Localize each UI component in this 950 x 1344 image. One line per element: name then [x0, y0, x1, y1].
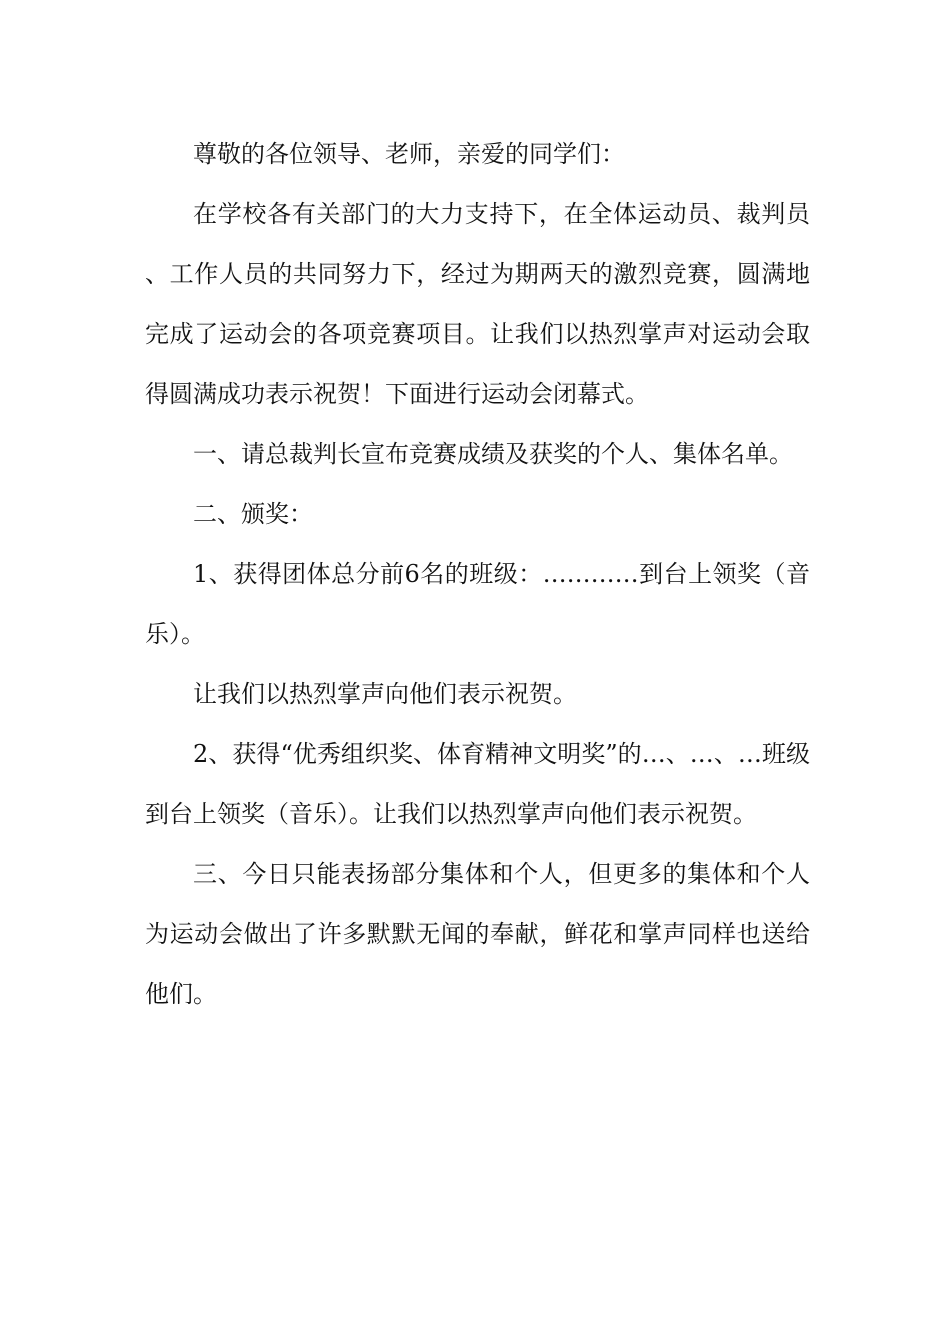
salutation: 尊敬的各位领导、老师，亲爱的同学们：	[193, 140, 625, 168]
document-body	[145, 124, 810, 1024]
paragraph-congrats: 让我们以热烈掌声向他们表示祝贺。	[193, 680, 577, 708]
paragraph-award-two: 2、获得“优秀组织奖、体育精神文明奖”的…、…、…班级到台上领奖（音乐）。让我们以热烈掌声向他们表示祝贺。	[145, 740, 810, 828]
paragraph-intro: 在学校各有关部门的大力支持下，在全体运动员、裁判员、工作人员的共同努力下，经过为期两天的激烈竞赛，圆满地完成了运动会的各项竞赛项目。让我们以热烈掌声对运动会取得圆满成功表示祝贺！下面进行运动会闭幕式。	[145, 200, 810, 408]
paragraph-item-one: 一、请总裁判长宣布竞赛成绩及获奖的个人、集体名单。	[193, 440, 793, 468]
paragraph-item-three: 三、今日只能表扬部分集体和个人，但更多的集体和个人为运动会做出了许多默默无闻的奉献，鲜花和掌声同样也送给他们。	[145, 860, 810, 1008]
paragraph-item-two: 二、颁奖：	[193, 500, 313, 528]
paragraph-award-one: 1、获得团体总分前6名的班级：…………到台上领奖（音乐）。	[145, 560, 810, 648]
